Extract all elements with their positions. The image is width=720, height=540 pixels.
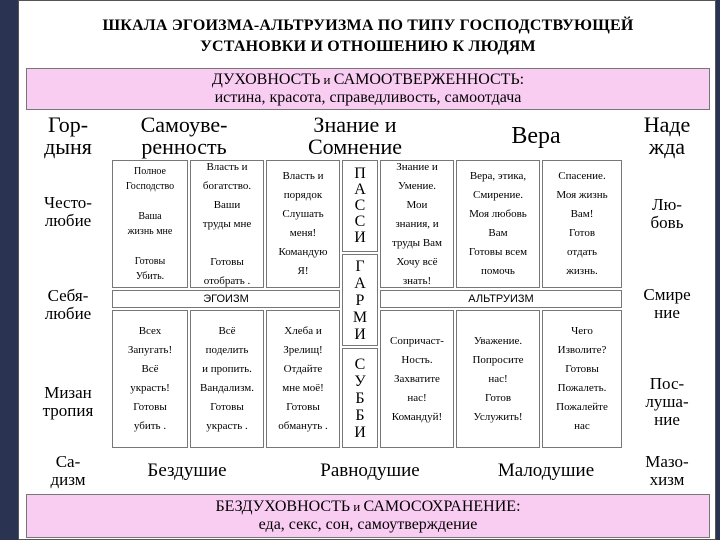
header-samouverennost: Самоуве- ренность xyxy=(112,112,256,160)
top-banner-conj: и xyxy=(320,72,334,87)
left-sadizm: Са- дизм xyxy=(26,450,110,492)
top-banner xyxy=(26,68,710,110)
lower-cell-khleba: Хлеба и Зрелищ! Отдайте мне моё! Готовы обмануть . xyxy=(266,310,340,448)
upper-cell-spasenie: Спасение. Моя жизнь Вам! Готов отдать жизнь. xyxy=(542,160,622,288)
top-banner-subtitle: истина, красота, справедливость, самоотдача xyxy=(214,89,522,106)
gamma-letters: Г А Р М И xyxy=(342,254,378,346)
label-bezdushie: Бездушие xyxy=(112,450,262,492)
right-lyubov: Лю- бовь xyxy=(624,164,710,264)
upper-cell-vlast-bogatstvo: Власть и богатство. Ваши труды мне Готовы отобрать . xyxy=(190,160,264,288)
lower-cell-podelit: Всё поделить и пропить. Вандализм. Готовы украсть . xyxy=(190,310,264,448)
upper-cell-vera: Вера, этика, Смирение. Моя любовь Вам Готовы всем помочь xyxy=(456,160,540,288)
title-line-2: УСТАНОВКИ И ОТНОШЕНИЮ К ЛЮДЯМ xyxy=(200,38,536,55)
upper-cell-znanie: Знание и Умение. Мои знания, и труды Вам Хочу всё знать! xyxy=(380,160,454,288)
lower-cell-uvazhenie: Уважение. Попросите нас! Готов Услужить! xyxy=(456,310,540,448)
header-nadezhda: Наде жда xyxy=(624,112,710,160)
bottom-banner xyxy=(26,494,710,538)
bottom-banner-self-preservation: САМОСОХРАНЕНИЕ xyxy=(363,498,517,515)
right-mazohizm: Мазо- хизм xyxy=(624,450,710,492)
egoizm-band: ЭГОИЗМ xyxy=(112,290,340,308)
lower-cell-izvolite: Чего Изволите? Готовы Пожалеть. Пожалейте нас xyxy=(542,310,622,448)
left-sebyalyubie: Себя- любие xyxy=(26,270,110,340)
lower-cell-soprichastnost: Сопричаст- Ность. Захватите нас! Командуй! xyxy=(380,310,454,448)
top-banner-spirituality: ДУХОВНОСТЬ xyxy=(211,71,321,88)
header-znanie: Знание и Сомнение xyxy=(262,112,448,160)
left-chestolyubie: Често- любие xyxy=(26,164,110,260)
label-malodushie: Малодушие xyxy=(470,450,622,492)
right-smirenie: Смире ние xyxy=(624,276,710,332)
subbi-letters: С У Б Б И xyxy=(342,348,378,448)
right-poslushanie: Пос- луша- ние xyxy=(624,362,710,442)
lower-cell-zapugat: Всех Запугать! Всё украсть! Готовы убить . xyxy=(112,310,188,448)
title-line-1: ШКАЛА ЭГОИЗМА-АЛЬТРУИЗМА ПО ТИПУ ГОСПОДСТВУЮЩЕЙ xyxy=(102,17,634,34)
altruizm-band: АЛЬТРУИЗМ xyxy=(380,290,622,308)
header-vera: Вера xyxy=(450,112,622,160)
left-mizantropiya: Мизан тропия xyxy=(26,360,110,444)
table-title xyxy=(26,6,710,66)
upper-cell-gospodstvo: Полное Господство Ваша жизнь мне Готовы Убить. xyxy=(112,160,188,288)
upper-cell-vlast-poryadok: Власть и порядок Слушать меня! Командую Я! xyxy=(266,160,340,288)
bottom-banner-colon: : xyxy=(516,498,521,515)
passivnost-letters: П А С С И xyxy=(342,160,378,252)
bottom-banner-subtitle: еда, секс, сон, самоутверждение xyxy=(258,516,478,533)
header-gordynya: Гор- дыня xyxy=(26,112,110,160)
bottom-banner-lack-spirituality: БЕЗДУХОВНОСТЬ xyxy=(215,498,351,515)
label-ravnodushie: Равнодушие xyxy=(290,450,450,492)
top-banner-selflessness: САМООТВЕРЖЕННОСТЬ: xyxy=(333,71,525,88)
bottom-banner-conj: и xyxy=(350,499,364,514)
